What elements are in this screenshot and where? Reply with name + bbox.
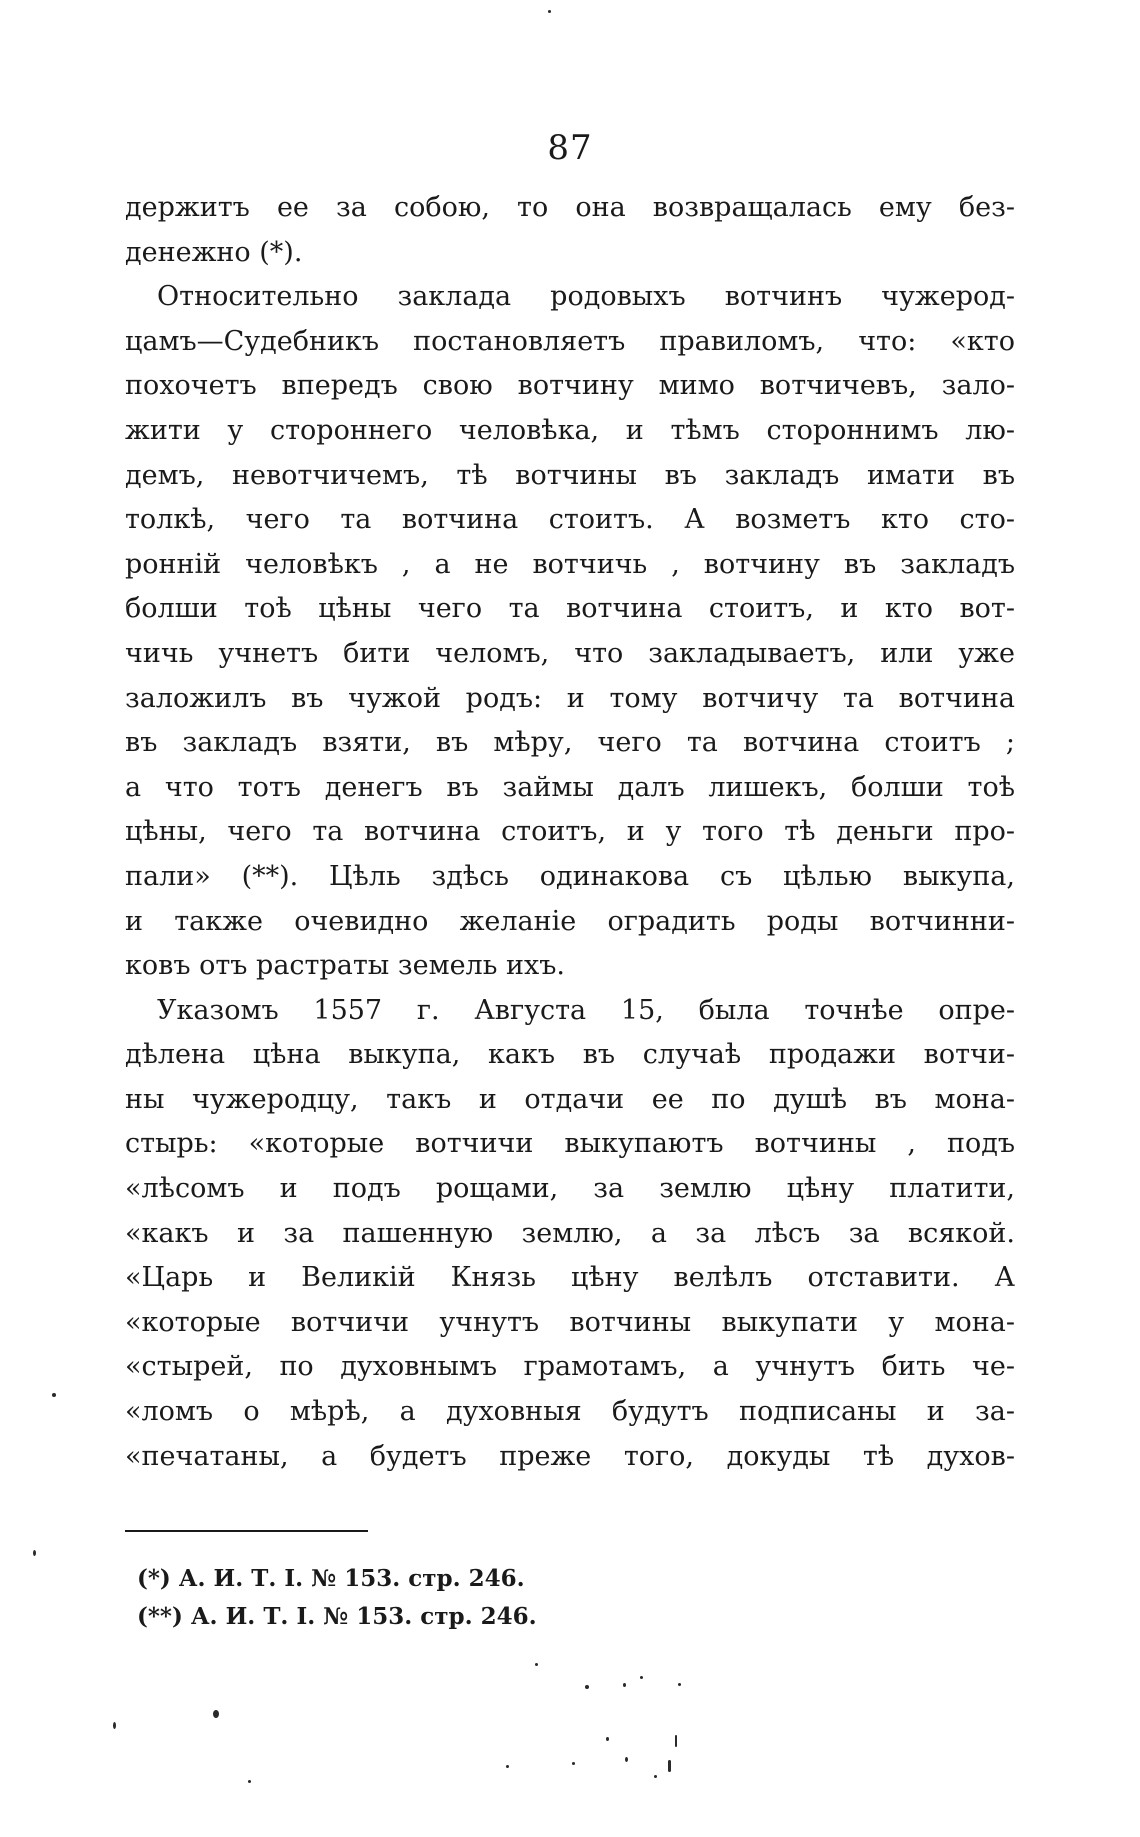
text-line: заложилъ въ чужой родъ: и тому вотчичу та вотчина (125, 682, 1015, 714)
text-line: демъ, невотчичемъ, тѣ вотчины въ закладъ имати въ (125, 459, 1015, 491)
text-line: «печатаны, а будетъ преже того, докуды тѣ духов- (125, 1440, 1015, 1472)
text-line: и также очевидно желаніе оградить роды вотчинни- (125, 905, 1015, 937)
scan-speck (668, 1760, 671, 1772)
text-line: Указомъ 1557 г. Августа 15, была точнѣе опре- (157, 994, 1015, 1026)
scan-speck (113, 1722, 116, 1729)
scan-speck (572, 1762, 575, 1765)
scan-speck (506, 1765, 509, 1768)
text-line: держитъ ее за собою, то она возвращалась ему без- (125, 192, 1015, 223)
text-line: а что тотъ денегъ въ займы далъ лишекъ, болши тоѣ (125, 771, 1015, 803)
text-line: жити у стороннего человѣка, и тѣмъ стороннимъ лю- (125, 414, 1015, 446)
scan-speck (33, 1550, 36, 1556)
text-line: ковъ отъ растраты земель ихъ. (125, 950, 565, 982)
text-line: въ закладъ взяти, въ мѣру, чего та вотчина стоитъ ; (125, 727, 1015, 759)
scan-speck (52, 1393, 56, 1397)
scan-speck (248, 1780, 251, 1783)
footnote-rule (125, 1530, 368, 1532)
text-line: болши тоѣ цѣны чего та вотчина стоитъ, и кто вот- (125, 593, 1015, 625)
text-line: цѣны, чего та вотчина стоитъ, и у того тѣ деньги про- (125, 816, 1015, 848)
scan-speck (654, 1775, 657, 1778)
footnote: (**) А. И. Т. I. № 153. стр. 246. (137, 1603, 537, 1630)
scan-speck (606, 1737, 609, 1741)
text-line: «которые вотчичи учнутъ вотчины выкупати у мона- (125, 1306, 1015, 1338)
text-line: дѣлена цѣна выкупа, какъ въ случаѣ продажи вотчи- (125, 1039, 1015, 1071)
scan-speck (640, 1676, 643, 1679)
scan-speck (625, 1757, 628, 1762)
footnote: (*) А. И. Т. I. № 153. стр. 246. (137, 1565, 525, 1592)
text-line: толкѣ, чего та вотчина стоитъ. А возметъ кто сто- (125, 504, 1015, 536)
scan-speck (675, 1735, 677, 1747)
text-line: цамъ—Судебникъ постановляетъ правиломъ, что: «кто (125, 325, 1015, 357)
scan-speck (623, 1683, 626, 1687)
text-line: «Царь и Великій Князь цѣну велѣлъ отставити. А (125, 1262, 1015, 1294)
text-line: «стырей, по духовнымъ грамотамъ, а учнутъ бить че- (125, 1351, 1015, 1383)
text-line: Относительно заклада родовыхъ вотчинъ чужерод- (157, 281, 1015, 313)
text-line: «какъ и за пашенную землю, а за лѣсъ за всякой. (125, 1217, 1015, 1249)
scan-speck (535, 1663, 538, 1666)
scan-speck (678, 1683, 681, 1686)
text-line: чичь учнетъ бити челомъ, что закладываетъ, или уже (125, 637, 1015, 669)
scan-speck (548, 10, 551, 13)
text-line: ны чужеродцу, такъ и отдачи ее по душѣ въ мона- (125, 1083, 1015, 1115)
text-line: похочетъ впередъ свою вотчину мимо вотчичевъ, зало- (125, 370, 1015, 402)
text-line: стырь: «которые вотчичи выкупаютъ вотчины , подъ (125, 1128, 1015, 1160)
page-number: 87 (547, 128, 593, 168)
body-text (125, 186, 1015, 1479)
text-line: «ломъ о мѣрѣ, а духовныя будутъ подписаны и за- (125, 1396, 1015, 1428)
scan-speck (585, 1685, 589, 1689)
text-line: денежно (*). (125, 236, 303, 268)
text-line: «лѣсомъ и подъ рощами, за землю цѣну платити, (125, 1173, 1015, 1205)
text-line: ронній человѣкъ , а не вотчичь , вотчину въ закладъ (125, 548, 1015, 580)
scan-speck (213, 1710, 219, 1718)
text-line: пали» (**). Цѣль здѣсь одинакова съ цѣлью выкупа, (125, 860, 1015, 892)
footnotes (137, 1560, 837, 1636)
